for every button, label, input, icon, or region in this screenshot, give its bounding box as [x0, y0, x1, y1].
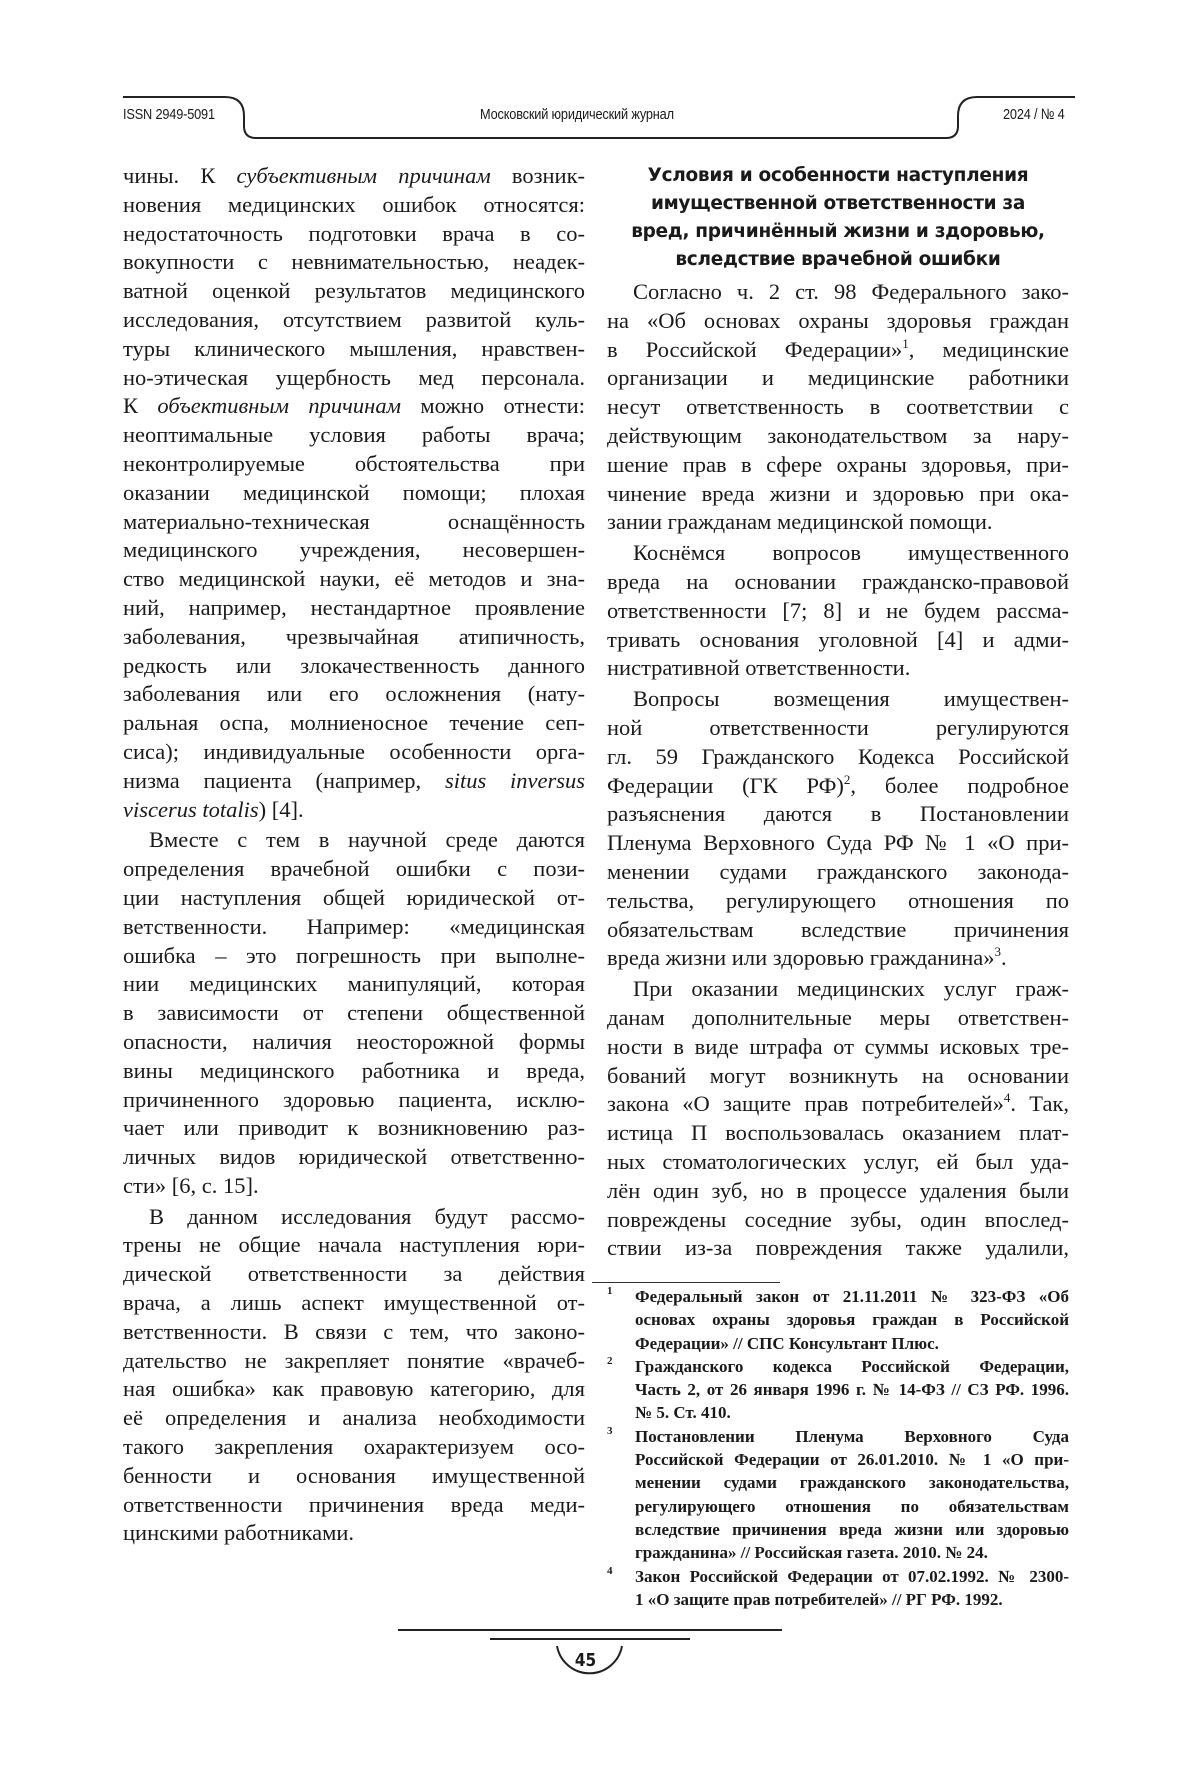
- footnote-line: Закон Российской Федерации от 07.02.1992. № 2300-: [635, 1565, 1069, 1588]
- text-run: такого закрепления охарактеризуем осо-: [123, 1434, 585, 1459]
- text-run: ствии из-за повреждения также удалили,: [607, 1235, 1069, 1260]
- italic-text: субъективным причинам: [237, 163, 491, 188]
- text-line: [607, 829, 1069, 858]
- text-run: Пленума Верховного Суда РФ № 1 «О при-: [607, 830, 1069, 855]
- page-footer: [0, 1620, 1200, 1700]
- text-line: [123, 652, 585, 681]
- text-line: [607, 858, 1069, 887]
- text-run: вреда жизни или здоровью гражданина»: [607, 945, 995, 970]
- text-run: ных стоматологических услуг, ей был уда-: [607, 1149, 1069, 1174]
- text-line: [123, 1086, 585, 1115]
- footnote-number: 2: [607, 1350, 613, 1373]
- text-line: [123, 1203, 585, 1232]
- text-line: [123, 191, 585, 220]
- text-line: [607, 685, 1069, 714]
- footnote-number: 3: [607, 1420, 613, 1443]
- footnote-ref: 1: [902, 336, 909, 351]
- text-run: туры клинического мышления, нравствен-: [123, 336, 585, 361]
- text-run: несут ответственность в соответствии с: [607, 394, 1069, 419]
- footnote: [607, 1425, 1069, 1565]
- text-run: недостаточность подготовки врача в со-: [123, 221, 585, 246]
- text-run: В данном исследования будут рассмо-: [149, 1204, 585, 1229]
- text-run: редкость или злокачественность данного: [123, 653, 585, 678]
- footnote-line: Гражданского кодекса Российской Федерации,: [635, 1355, 1069, 1378]
- text-run: При оказании медицинских услуг граж-: [633, 976, 1069, 1001]
- text-line: [123, 1289, 585, 1318]
- text-run: вины медицинского работника и вреда,: [123, 1058, 585, 1083]
- text-run: неоптимальные условия работы врача;: [123, 422, 585, 447]
- text-run: обязательствам вследствие причинения: [607, 917, 1069, 942]
- text-run: в Российской Федерации»: [607, 337, 902, 362]
- text-run: данам дополнительные меры ответствен-: [607, 1005, 1069, 1030]
- text-line: [607, 1119, 1069, 1148]
- footnote-ref: 3: [995, 944, 1002, 959]
- text-line: [123, 364, 585, 393]
- text-line: [123, 680, 585, 709]
- text-run: личных видов юридической ответственно-: [123, 1144, 585, 1169]
- text-line: [607, 1062, 1069, 1091]
- footnote-line: вследствие причинения вреда жизни или здоровью: [635, 1518, 1069, 1541]
- text-run: но-этическая ущербность мед персонала.: [123, 365, 585, 390]
- footnote-line: 1 «О защите прав потребителей» // РГ РФ. 1992.: [635, 1588, 1069, 1611]
- text-run: чает или приводит к возникновению раз-: [123, 1115, 585, 1140]
- text-line: [607, 743, 1069, 772]
- text-run: ответственности причинения вреда меди-: [123, 1492, 585, 1517]
- text-run: повреждены соседние зубы, один впослед-: [607, 1207, 1069, 1232]
- text-run: менении судами гражданского законода-: [607, 859, 1069, 884]
- text-run: ральная оспа, молниеносное течение сеп-: [123, 710, 585, 735]
- text-line: [123, 796, 585, 825]
- footnote-number: 4: [607, 1560, 613, 1583]
- text-line: [123, 565, 585, 594]
- text-line: [123, 913, 585, 942]
- text-run: дательство не закрепляет понятие «врачеб-: [123, 1348, 585, 1373]
- text-run: К: [123, 393, 157, 418]
- text-run: закона «О защите прав потребителей»: [607, 1091, 1004, 1116]
- text-run: нии медицинских манипуляций, которая: [123, 971, 585, 996]
- text-line: [123, 826, 585, 855]
- text-run: её определения и анализа необходимости: [123, 1405, 585, 1430]
- text-line: [607, 1004, 1069, 1033]
- text-run: организации и медицинские работники: [607, 365, 1069, 390]
- text-line: [607, 714, 1069, 743]
- text-line: [123, 738, 585, 767]
- text-run: сиса); индивидуальные особенности орга-: [123, 739, 585, 764]
- issn: ISSN 2949-5091: [123, 106, 215, 123]
- text-line: [123, 479, 585, 508]
- text-line: [607, 597, 1069, 626]
- text-run: .: [1001, 945, 1007, 970]
- text-line: [607, 307, 1069, 336]
- text-line: [607, 278, 1069, 307]
- text-line: [607, 887, 1069, 916]
- text-run: дической ответственности за действия: [123, 1261, 585, 1286]
- text-run: врача, а лишь аспект имущественной от-: [123, 1290, 585, 1315]
- text-line: [607, 539, 1069, 568]
- text-line: [123, 1028, 585, 1057]
- paragraph: [607, 685, 1069, 973]
- italic-text: viscerus totalis: [123, 797, 259, 822]
- text-run: бенности и основания имущественной: [123, 1463, 585, 1488]
- text-line: [123, 1462, 585, 1491]
- footnote-number: 1: [607, 1280, 613, 1303]
- text-run: Вопросы возмещения имуществен-: [633, 686, 1069, 711]
- text-run: чинение вреда жизни и здоровью при ока-: [607, 481, 1069, 506]
- text-line: [123, 306, 585, 335]
- text-line: [123, 855, 585, 884]
- text-line: [123, 1143, 585, 1172]
- text-line: [607, 1206, 1069, 1235]
- text-line: [123, 1231, 585, 1260]
- left-column: [123, 162, 585, 1550]
- text-line: [123, 884, 585, 913]
- paragraph: [123, 826, 585, 1200]
- paragraph: [123, 162, 585, 824]
- text-line: [607, 568, 1069, 597]
- italic-text: объективным причинам: [157, 393, 401, 418]
- footnote-line: регулирующего отношения по обязательствам: [635, 1495, 1069, 1518]
- footnote: [607, 1565, 1069, 1612]
- paragraph: [607, 278, 1069, 537]
- text-line: [607, 508, 1069, 537]
- footnote-line: Постановлении Пленума Верховного Суда: [635, 1425, 1069, 1448]
- text-run: ) [4].: [259, 797, 304, 822]
- text-run: ной ответственности регулируются: [607, 715, 1069, 740]
- text-run: неконтролируемые обстоятельства при: [123, 451, 585, 476]
- text-line: [123, 1519, 585, 1548]
- text-line: [123, 536, 585, 565]
- text-run: вреда на основании гражданско-правовой: [607, 569, 1069, 594]
- footnote: [607, 1355, 1069, 1425]
- text-run: оказании медицинской помощи; плохая: [123, 480, 585, 505]
- text-run: гл. 59 Гражданского Кодекса Российской: [607, 744, 1069, 769]
- paragraph: [123, 1203, 585, 1549]
- footnote-line: основах охраны здоровья граждан в Российской: [635, 1308, 1069, 1331]
- text-line: [123, 220, 585, 249]
- text-line: [123, 1114, 585, 1143]
- text-run: лён один зуб, но в процессе удаления были: [607, 1178, 1069, 1203]
- text-run: Коснёмся вопросов имущественного: [633, 540, 1069, 565]
- footnote-ref: 4: [1004, 1090, 1011, 1105]
- text-line: [123, 1172, 585, 1201]
- text-run: можно отнести:: [401, 393, 585, 418]
- text-run: в зависимости от степени общественной: [123, 1000, 585, 1025]
- text-line: [607, 364, 1069, 393]
- text-run: ошибка – это погрешность при выполне-: [123, 943, 585, 968]
- text-run: вокупности с невнимательностью, неадек-: [123, 249, 585, 274]
- text-run: ватной оценкой результатов медицинского: [123, 278, 585, 303]
- text-line: [123, 450, 585, 479]
- text-line: [123, 248, 585, 277]
- text-line: [123, 1491, 585, 1520]
- text-line: [607, 336, 1069, 365]
- text-run: ний, например, нестандартное проявление: [123, 595, 585, 620]
- text-run: Федерации (ГК РФ): [607, 773, 844, 798]
- text-run: возник-: [491, 163, 585, 188]
- text-run: трены не общие начала наступления юри-: [123, 1232, 585, 1257]
- text-run: разъяснения даются в Постановлении: [607, 801, 1069, 826]
- text-line: [607, 1033, 1069, 1062]
- text-line: [123, 1375, 585, 1404]
- text-line: [123, 623, 585, 652]
- right-column: [607, 162, 1069, 1265]
- text-run: ции наступления общей юридической от-: [123, 885, 585, 910]
- text-line: [607, 393, 1069, 422]
- text-run: действующим законодательством за нару-: [607, 423, 1069, 448]
- text-line: [123, 1404, 585, 1433]
- footnote-separator: [592, 1282, 780, 1283]
- heading-line: вследствие врачебной ошибки: [607, 246, 1069, 274]
- heading-line: Условия и особенности наступления: [607, 162, 1069, 190]
- text-line: [123, 999, 585, 1028]
- text-run: заболевания, чрезвычайная атипичность,: [123, 624, 585, 649]
- text-line: [123, 942, 585, 971]
- footnotes: [607, 1285, 1069, 1611]
- text-line: [123, 277, 585, 306]
- text-line: [123, 1347, 585, 1376]
- footnote: [607, 1285, 1069, 1355]
- text-run: шение прав в сфере охраны здоровья, при-: [607, 452, 1069, 477]
- heading-line: имущественной ответственности за: [607, 190, 1069, 218]
- text-run: определения врачебной ошибки с пози-: [123, 856, 585, 881]
- text-line: [607, 1234, 1069, 1263]
- text-run: зании гражданам медицинской помощи.: [607, 509, 993, 534]
- text-run: новения медицинских ошибок относятся:: [123, 192, 585, 217]
- text-run: Согласно ч. 2 ст. 98 Федерального зако-: [633, 279, 1069, 304]
- text-run: бований могут возникнуть на основании: [607, 1063, 1069, 1088]
- text-line: [123, 1260, 585, 1289]
- text-run: чины. К: [123, 163, 237, 188]
- text-run: . Так,: [1010, 1091, 1069, 1116]
- text-run: материально-техническая оснащённость: [123, 509, 585, 534]
- section-heading: [607, 162, 1069, 274]
- text-run: ветственности. Например: «медицинская: [123, 914, 585, 939]
- text-line: [607, 480, 1069, 509]
- running-header: [0, 0, 1200, 150]
- issue-number: 2024 / № 4: [1003, 106, 1065, 123]
- text-run: низма пациента (например,: [123, 768, 445, 793]
- text-run: цинскими работниками.: [123, 1520, 354, 1545]
- footer-rule: [0, 1620, 1200, 1700]
- footnote-line: Часть 2, от 26 января 1996 г. № 14-ФЗ // СЗ РФ. 1996.: [635, 1378, 1069, 1401]
- text-run: , более подробное: [850, 773, 1069, 798]
- text-line: [607, 1090, 1069, 1119]
- text-line: [607, 422, 1069, 451]
- text-run: опасности, наличия неосторожной формы: [123, 1029, 585, 1054]
- text-line: [607, 1177, 1069, 1206]
- text-line: [607, 654, 1069, 683]
- text-line: [607, 772, 1069, 801]
- text-run: ности в виде штрафа от суммы исковых тре-: [607, 1034, 1069, 1059]
- text-line: [123, 508, 585, 537]
- text-line: [607, 916, 1069, 945]
- paragraph: [607, 539, 1069, 683]
- text-line: [123, 162, 585, 191]
- text-run: тельства, регулирующего отношения по: [607, 888, 1069, 913]
- text-line: [123, 594, 585, 623]
- journal-title: Московский юридический журнал: [480, 106, 674, 123]
- text-line: [607, 800, 1069, 829]
- text-line: [123, 1318, 585, 1347]
- text-line: [123, 970, 585, 999]
- text-run: Вместе с тем в научной среде даются: [149, 827, 585, 852]
- text-run: ная ошибка» как правовую категорию, для: [123, 1376, 585, 1401]
- text-run: исследования, отсутствием развитой куль-: [123, 307, 585, 332]
- text-line: [607, 1148, 1069, 1177]
- text-run: нистративной ответственности.: [607, 655, 910, 680]
- text-line: [123, 709, 585, 738]
- footnote-line: менении судами гражданского законодательства,: [635, 1471, 1069, 1494]
- text-line: [607, 944, 1069, 973]
- footnote-line: Федеральный закон от 21.11.2011 № 323-ФЗ «Об: [635, 1285, 1069, 1308]
- text-run: ответственности [7; 8] и не будем рассма-: [607, 598, 1069, 623]
- text-line: [607, 626, 1069, 655]
- text-line: [123, 421, 585, 450]
- header-rule: [0, 0, 1200, 150]
- text-run: тривать основания уголовной [4] и адми-: [607, 627, 1069, 652]
- text-line: [607, 975, 1069, 1004]
- text-run: заболевания или его осложнения (нату-: [123, 681, 585, 706]
- text-run: сти» [6, с. 15].: [123, 1173, 259, 1198]
- text-line: [607, 451, 1069, 480]
- text-run: на «Об основах охраны здоровья граждан: [607, 308, 1069, 333]
- footnote-line: № 5. Ст. 410.: [635, 1401, 1069, 1424]
- text-run: медицинского учреждения, несовершен-: [123, 537, 585, 562]
- footnote-line: Российской Федерации от 26.01.2010. № 1 «О при-: [635, 1448, 1069, 1471]
- text-run: причиненного здоровью пациента, исклю-: [123, 1087, 585, 1112]
- text-line: [123, 1057, 585, 1086]
- text-run: , медицинские: [909, 337, 1069, 362]
- italic-text: situs inversus: [445, 768, 585, 793]
- text-run: ство медицинской науки, её методов и зна-: [123, 566, 585, 591]
- text-run: ветственности. В связи с тем, что законо-: [123, 1319, 585, 1344]
- text-line: [123, 767, 585, 796]
- text-line: [123, 392, 585, 421]
- page-number: 45: [575, 1650, 596, 1671]
- paragraph: [607, 975, 1069, 1263]
- text-line: [123, 1433, 585, 1462]
- footnote-ref: 2: [844, 772, 851, 787]
- text-run: истица П воспользовалась оказанием плат-: [607, 1120, 1069, 1145]
- text-line: [123, 335, 585, 364]
- heading-line: вред, причинённый жизни и здоровью,: [607, 218, 1069, 246]
- footnote-line: Федерации» // СПС Консультант Плюс.: [635, 1332, 1069, 1355]
- footnote-line: гражданина» // Российская газета. 2010. № 24.: [635, 1541, 1069, 1564]
